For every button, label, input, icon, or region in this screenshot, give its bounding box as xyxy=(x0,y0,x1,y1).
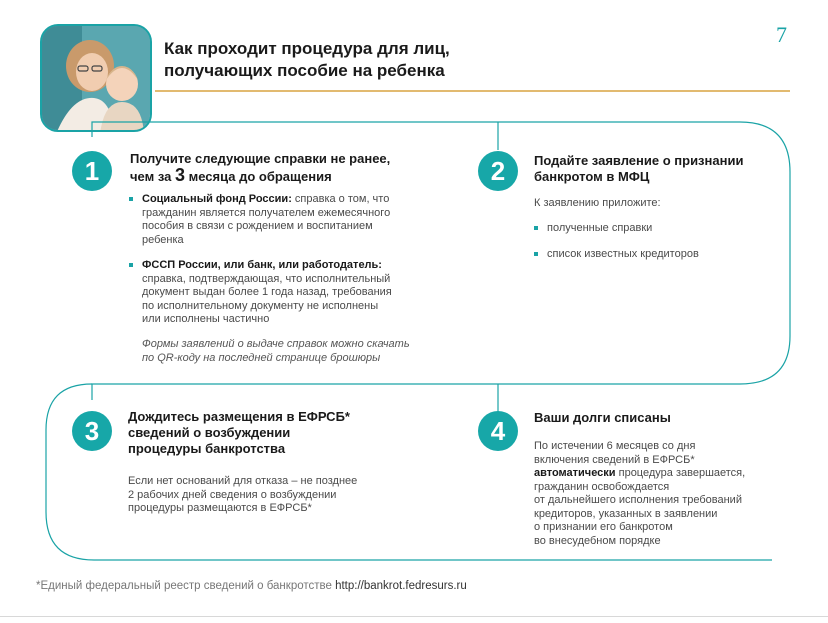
step-1-item-2-bold: ФССП России, или банк, или работодатель: xyxy=(142,259,382,271)
step-1-title-number: 3 xyxy=(174,165,185,185)
step-1-item-2-line-3: по исполнительному документу не исполнены xyxy=(142,299,379,312)
step-1-title-prefix: чем за xyxy=(130,169,175,184)
step-1-title xyxy=(130,151,390,185)
step-1-item-1-bold: Социальный фонд России: xyxy=(142,193,292,205)
step-2-title-line-2: банкротом в МФЦ xyxy=(534,169,650,184)
bullet-icon xyxy=(129,197,133,201)
step-1-title-line-2 xyxy=(130,167,390,185)
step-1-item-2-line-4: или исполнены частично xyxy=(142,313,270,325)
step-3-title-line-3: процедуры банкротства xyxy=(128,441,286,456)
step-4-text-bold-tail: процедура завершается, xyxy=(615,467,746,479)
step-2-title-line-1: Подайте заявление о признании xyxy=(534,153,744,168)
step-3-title-line-2: сведений о возбуждении xyxy=(128,425,291,440)
step-1-note-line-2: по QR-коду на последней странице брошюры xyxy=(142,351,381,364)
step-3-text-line-1: Если нет оснований для отказа – не позднее xyxy=(128,475,358,487)
footnote xyxy=(36,580,467,592)
step-2-item-1 xyxy=(547,222,652,236)
step-3-text-line-2: 2 рабочих дней сведения о возбуждении xyxy=(128,488,337,501)
step-4-text-line-8: во внесудебном порядке xyxy=(534,534,661,547)
step-4-badge: 4 xyxy=(478,411,518,451)
footnote-link[interactable]: http://bankrot.fedresurs.ru xyxy=(335,580,467,592)
step-4-title xyxy=(534,410,671,426)
step-4-text-line-1: По истечении 6 месяцев со дня xyxy=(534,440,696,452)
step-1-item-2 xyxy=(142,259,392,327)
step-1-item-2-line-1: справка, подтверждающая, что исполнительный xyxy=(142,272,391,285)
page-title-line-2: получающих пособие на ребенка xyxy=(164,61,445,80)
step-3-text xyxy=(128,475,357,516)
step-3-text-line-3: процедуры размещаются в ЕФРСБ* xyxy=(128,502,312,514)
page-number: 7 xyxy=(776,22,787,47)
footnote-text: *Единый федеральный реестр сведений о банкротстве xyxy=(36,580,336,592)
step-1-item-2-line-2: документ выдан более 1 года назад, требования xyxy=(142,286,392,298)
step-1-item-1-line-3: пособия в связи с рождением и воспитанием xyxy=(142,220,373,232)
step-1-badge: 1 xyxy=(72,151,112,191)
bottom-divider xyxy=(0,616,828,617)
step-4-text-line-4: гражданин освобождается xyxy=(534,480,670,493)
step-4-title-line-1: Ваши долги списаны xyxy=(534,410,671,425)
step-3-title xyxy=(128,409,350,457)
step-2-item-2-text: список известных кредиторов xyxy=(547,248,699,260)
step-2-intro: К заявлению приложите: xyxy=(534,197,661,209)
step-2-title xyxy=(534,153,743,185)
bullet-icon xyxy=(129,263,133,267)
step-4-text-line-3 xyxy=(534,467,745,481)
step-1-item-1-line-4: ребенка xyxy=(142,233,184,246)
step-1-note-line-1: Формы заявлений о выдаче справок можно скачать xyxy=(142,338,410,350)
step-4-text-line-7: о признании его банкротом xyxy=(534,521,673,533)
step-4-text-line-2: включения сведений в ЕФРСБ* xyxy=(534,453,695,466)
step-1-item-1-line-1: справка о том, что xyxy=(291,193,390,205)
step-4-text-line-6: кредиторов, указанных в заявлении xyxy=(534,507,718,520)
step-3-badge: 3 xyxy=(72,411,112,451)
step-2-item-1-text: полученные справки xyxy=(547,222,653,234)
step-4-text-bold: автоматически xyxy=(534,467,616,479)
step-4-text xyxy=(534,440,745,548)
step-1-title-suffix: месяца до обращения xyxy=(184,169,332,184)
step-4-text-line-5: от дальнейшего исполнения требований xyxy=(534,494,742,506)
step-1-title-line-1: Получите следующие справки не ранее, xyxy=(130,151,391,166)
bullet-icon xyxy=(534,226,538,230)
step-1-item-1-line-2: гражданин является получателем ежемесячного xyxy=(142,206,391,219)
step-2-badge: 2 xyxy=(478,151,518,191)
step-1-note xyxy=(142,338,410,365)
bullet-icon xyxy=(534,252,538,256)
step-1-item-1 xyxy=(142,193,390,247)
step-3-title-line-1: Дождитесь размещения в ЕФРСБ* xyxy=(128,409,350,424)
page-title-line-1: Как проходит процедура для лиц, xyxy=(164,39,450,58)
step-2-item-2 xyxy=(547,248,699,262)
